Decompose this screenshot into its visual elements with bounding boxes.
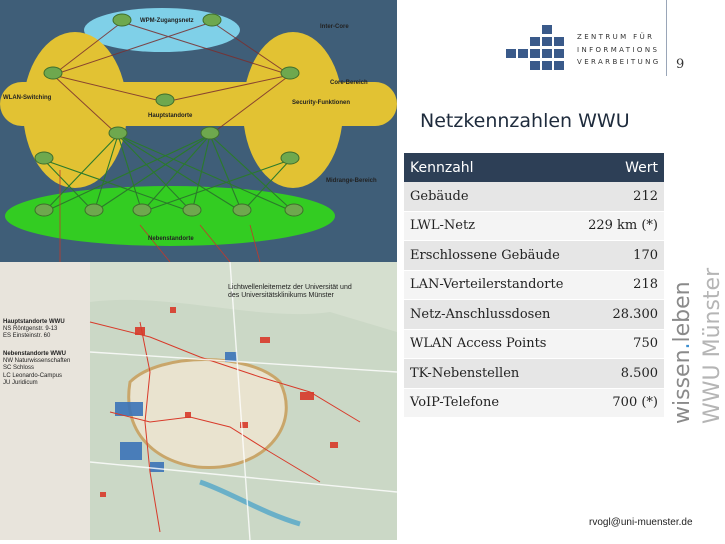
table-header-row: [404, 153, 664, 182]
map-title: [228, 284, 352, 300]
haupt-label: Hauptstandorte: [148, 113, 193, 119]
logo-line-1: ZENTRUM FÜR: [577, 33, 655, 41]
wert-cell: 212: [578, 182, 664, 211]
column-header-kennzahl: Kennzahl: [404, 153, 578, 182]
kennzahl-cell: VoIP-Telefone: [404, 388, 578, 418]
page-number: 9: [676, 57, 685, 72]
legend-haupt-heading: Hauptstandorte WWU: [3, 319, 65, 325]
legend-neben: [3, 351, 70, 387]
wert-cell: 170: [578, 241, 664, 271]
neben-label: Nebenstandorte: [148, 236, 194, 242]
header-divider: [666, 0, 667, 76]
table-row: [404, 300, 664, 330]
table-row: [404, 182, 664, 211]
kennzahl-cell: Erschlossene Gebäude: [404, 241, 578, 271]
kennzahl-cell: TK-Nebenstellen: [404, 359, 578, 389]
page-title: Netzkennzahlen WWU: [420, 110, 630, 132]
map-title-line-2: des Universitätsklinikums Münster: [228, 292, 334, 299]
legend-haupt: [3, 319, 65, 341]
kennzahl-cell: LWL-Netz: [404, 211, 578, 241]
wert-cell: 28.300: [578, 300, 664, 330]
network-topology-graphic: [0, 0, 397, 262]
kennzahl-cell: Netz-Anschlussdosen: [404, 300, 578, 330]
midrange-label: Midrange-Bereich: [326, 178, 377, 184]
kennzahlen-table: [404, 153, 664, 418]
fiber-map-graphic: [0, 262, 397, 540]
wert-cell: 8.500: [578, 359, 664, 389]
table-row: [404, 241, 664, 271]
network-diagram: [0, 0, 397, 262]
wert-cell: 750: [578, 329, 664, 359]
wert-cell: 218: [578, 270, 664, 300]
brand-dot: .: [670, 342, 695, 350]
map-title-line-1: Lichtwellenleiternetz der Universität und: [228, 284, 352, 291]
svg-text:wissen.leben: [670, 281, 695, 424]
table-row: [404, 329, 664, 359]
core-label: Core-Bereich: [330, 80, 368, 86]
legend-neben-item: NW Naturwissenschaften: [3, 358, 71, 365]
table-row: [404, 270, 664, 300]
brand-line-2: WWU Münster: [700, 267, 725, 424]
wwu-brand: [669, 252, 725, 427]
inter-core-label: Inter-Core: [320, 24, 349, 30]
table-row: [404, 359, 664, 389]
table-row: [404, 388, 664, 418]
wlan-label: WLAN-Switching: [3, 95, 52, 101]
kennzahl-cell: LAN-Verteilerstandorte: [404, 270, 578, 300]
table-row: [404, 211, 664, 241]
ziv-logo-text: [577, 31, 661, 69]
city-map: [0, 262, 397, 540]
kennzahl-cell: WLAN Access Points: [404, 329, 578, 359]
column-header-wert: Wert: [578, 153, 664, 182]
legend-neben-heading: Nebenstandorte WWU: [3, 351, 66, 357]
kennzahl-cell: Gebäude: [404, 182, 578, 211]
legend-haupt-item: NS Röntgenstr. 9-13: [3, 326, 58, 333]
wert-cell: 700 (*): [578, 388, 664, 418]
legend-haupt-item: ES Einsteinstr. 60: [3, 333, 51, 340]
footer-email: rvogl@uni-muenster.de: [589, 517, 693, 528]
legend-neben-item: SC Schloss: [3, 365, 35, 372]
logo-line-2: INFORMATIONS: [577, 45, 660, 54]
brand-word-1: wissen: [670, 349, 695, 424]
wert-cell: 229 km (*): [578, 211, 664, 241]
security-label: Security-Funktionen: [292, 100, 351, 106]
legend-neben-item: JU Juridicum: [3, 379, 38, 386]
legend-neben-item: LC Leonardo-Campus: [3, 372, 63, 379]
brand-word-2: leben: [670, 281, 695, 343]
wwu-brand-graphic: [669, 252, 725, 427]
logo-line-3: VERARBEITUNG: [577, 58, 661, 66]
wpm-label: WPM-Zugangsnetz: [140, 18, 194, 24]
